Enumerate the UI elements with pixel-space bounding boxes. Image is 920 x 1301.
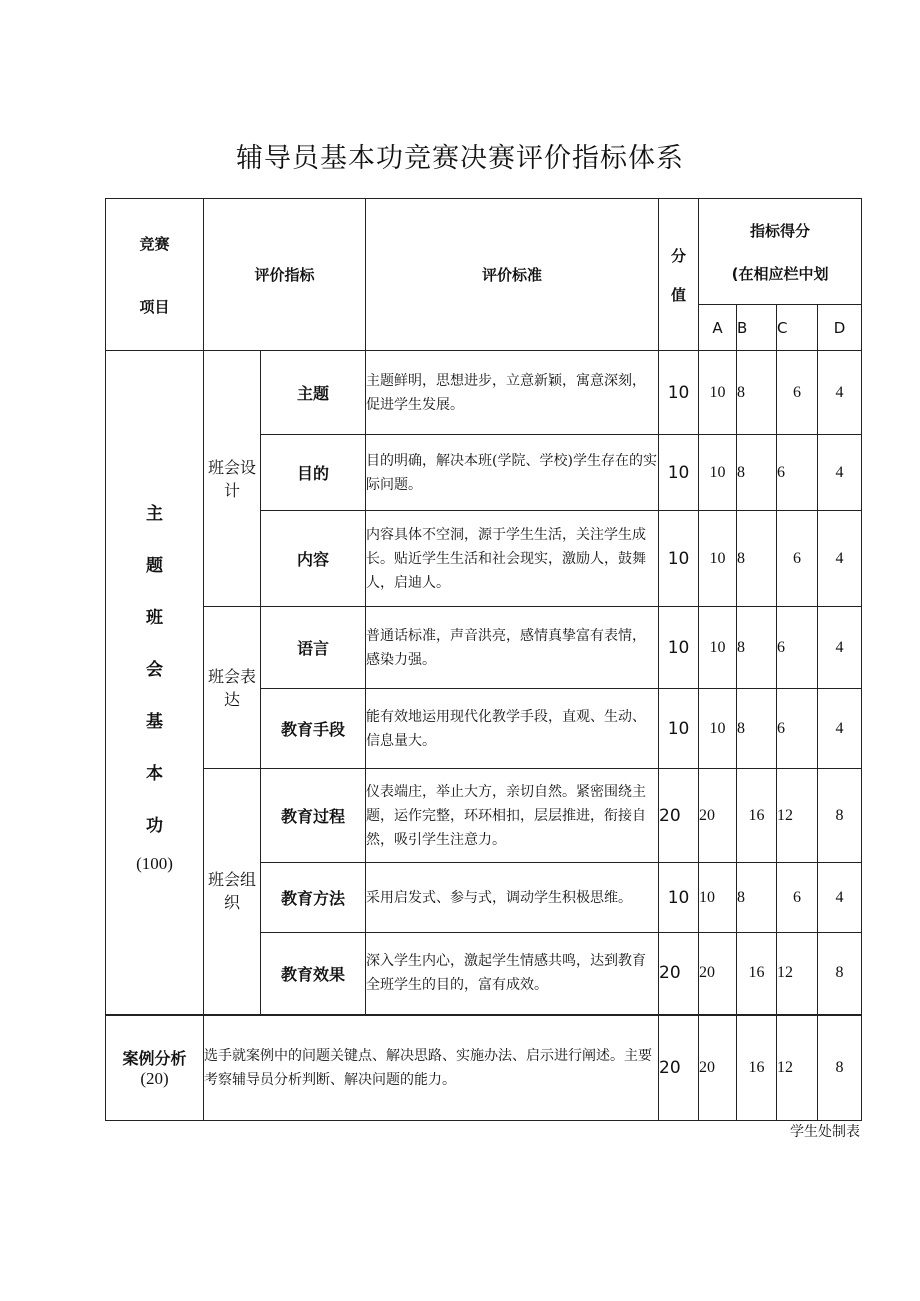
grade-d: 4 [818,863,862,933]
grade-b: 8 [737,863,777,933]
group-organization: 班会组织 [204,769,261,1015]
item-name: 教育方法 [261,863,366,933]
item-name: 教育效果 [261,933,366,1015]
item-score: 10 [659,607,699,689]
grade-b: 16 [737,769,777,863]
section1-char: 功 [146,816,163,837]
grade-c: 6 [777,607,818,689]
section1-char: 主 [146,504,163,525]
item-standard: 普通话标准，声音洪亮，感情真挚富有表情，感染力强。 [366,607,659,689]
section1-char: 本 [146,764,163,785]
header-score-line1: 分 [671,246,687,265]
item-score: 10 [659,689,699,769]
grade-b: 8 [737,607,777,689]
group-design: 班会设计 [204,351,261,607]
grade-b: 8 [737,511,777,607]
grade-a: 20 [699,769,737,863]
grade-c: 6 [777,351,818,435]
item-name: 教育手段 [261,689,366,769]
header-grade-line2: (在相应栏中划 [731,264,829,283]
item-score: 10 [659,863,699,933]
section1-points: (100) [136,854,173,874]
grade-d: 4 [818,511,862,607]
header-project-line2: 项目 [139,297,170,316]
grade-b: 8 [737,435,777,511]
grade-a: 10 [699,351,737,435]
item-score: 20 [659,769,699,863]
footer-note: 学生处制表 [790,1124,860,1140]
grade-d-header: D [818,305,862,351]
section2-name: 案例分析 [122,1049,187,1069]
section1-char: 会 [146,660,163,681]
item-score: 20 [659,1015,699,1121]
header-score-line2: 值 [671,285,687,304]
item-standard: 深入学生内心，激起学生情感共鸣，达到教育全班学生的目的，富有成效。 [366,933,659,1015]
grade-c: 6 [777,689,818,769]
grade-a: 10 [699,511,737,607]
item-name: 语言 [261,607,366,689]
header-grade-line1: 指标得分 [750,221,811,240]
grade-c: 6 [777,863,818,933]
item-standard: 目的明确，解决本班(学院、学校)学生存在的实际问题。 [366,435,659,511]
grade-b: 8 [737,689,777,769]
item-standard: 能有效地运用现代化教学手段，直观、生动、信息量大。 [366,689,659,769]
group-expression: 班会表达 [204,607,261,769]
item-standard: 仪表端庄，举止大方，亲切自然。紧密围绕主题，运作完整，环环相扣，层层推进，衔接自然，吸引学生注意力。 [366,769,659,863]
section2-points: (20) [140,1069,169,1089]
grade-a: 20 [699,933,737,1015]
section1-char: 题 [146,556,163,577]
header-grade [699,199,862,305]
grade-d: 4 [818,435,862,511]
header-score [659,199,699,351]
item-name: 目的 [261,435,366,511]
section1-char: 基 [146,712,163,733]
grade-d: 8 [818,769,862,863]
grade-c-header: C [777,305,818,351]
grade-a-header: A [699,305,737,351]
grade-d: 8 [818,1015,862,1121]
grade-d: 4 [818,607,862,689]
header-project [106,199,204,351]
grade-c: 12 [777,769,818,863]
item-standard: 主题鲜明，思想进步，立意新颖，寓意深刻，促进学生发展。 [366,351,659,435]
section1-char: 班 [146,608,163,629]
grade-b: 16 [737,1015,777,1121]
item-score: 10 [659,351,699,435]
evaluation-table [105,198,862,1121]
grade-c: 12 [777,933,818,1015]
document-title: 辅导员基本功竞赛决赛评价指标体系 [236,143,684,174]
item-score: 20 [659,933,699,1015]
header-indicator: 评价指标 [204,199,366,351]
item-score: 10 [659,511,699,607]
item-standard: 采用启发式、参与式，调动学生积极思维。 [366,863,659,933]
item-name: 内容 [261,511,366,607]
grade-d: 4 [818,351,862,435]
grade-c: 12 [777,1015,818,1121]
grade-b: 8 [737,351,777,435]
item-score: 10 [659,435,699,511]
grade-a: 10 [699,863,737,933]
grade-d: 4 [818,689,862,769]
section1-label [106,351,204,1015]
section2-label [106,1015,204,1121]
header-project-line1: 竞赛 [139,234,170,253]
grade-d: 8 [818,933,862,1015]
grade-a: 10 [699,435,737,511]
grade-b-header: B [737,305,777,351]
item-standard: 内容具体不空洞，源于学生生活，关注学生成长。贴近学生生活和社会现实，激励人，鼓舞人，启迪人。 [366,511,659,607]
section2-standard: 选手就案例中的问题关键点、解决思路、实施办法、启示进行阐述。主要考察辅导员分析判断、解决问题的能力。 [204,1015,659,1121]
grade-a: 20 [699,1015,737,1121]
item-name: 主题 [261,351,366,435]
header-standard: 评价标准 [366,199,659,351]
grade-c: 6 [777,435,818,511]
grade-c: 6 [777,511,818,607]
grade-a: 10 [699,607,737,689]
item-name: 教育过程 [261,769,366,863]
grade-b: 16 [737,933,777,1015]
grade-a: 10 [699,689,737,769]
